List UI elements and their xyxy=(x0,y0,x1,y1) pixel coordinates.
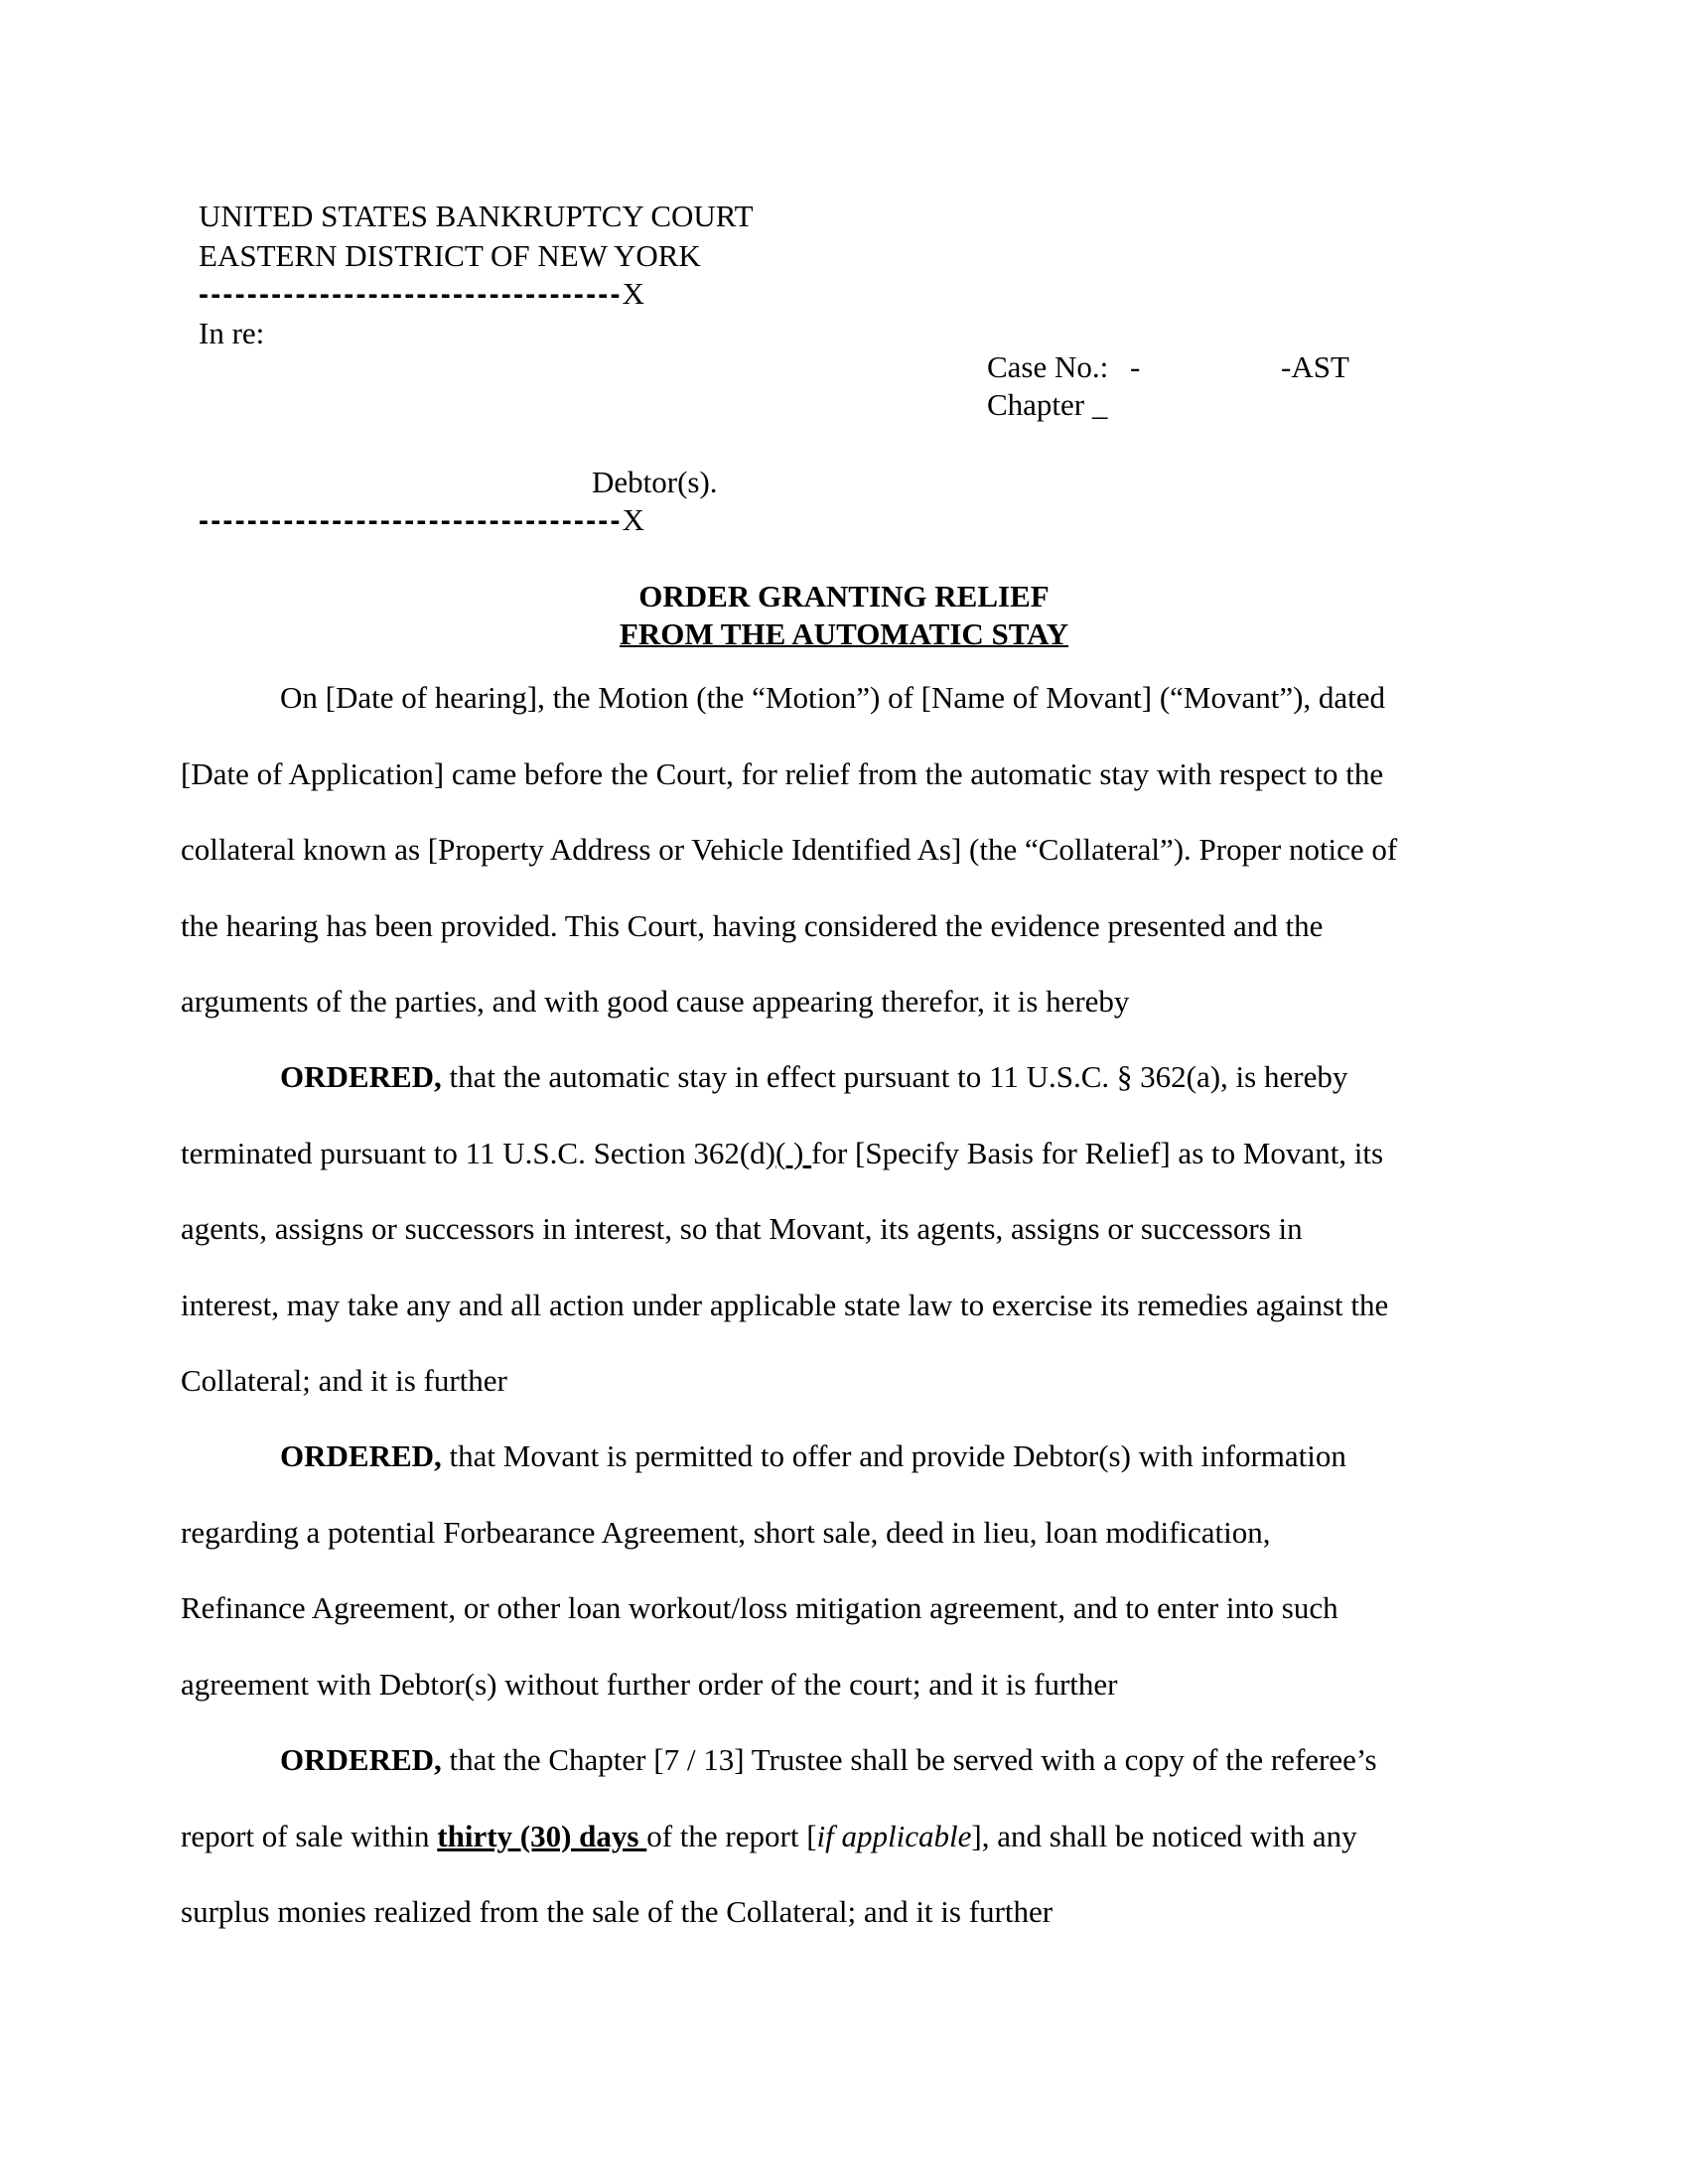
ordered-line: interest, may take any and all action under applicable state law to exercise its remedies against the xyxy=(181,1287,1389,1322)
ordered-line xyxy=(181,1419,1511,1495)
rule-end-x: X xyxy=(622,276,645,311)
ordered-line: agreement with Debtor(s) without further order of the court; and it is further xyxy=(181,1666,1118,1702)
dash-rule: ----------------------------------- xyxy=(199,504,623,537)
ordered-trustee-service xyxy=(181,1722,1511,1951)
ordered-keyword: ORDERED, xyxy=(280,1438,442,1473)
case-no-suffix: -AST xyxy=(1281,349,1349,384)
ordered-text: that the Chapter [7 / 13] Trustee shall be served with a copy of the referee’s xyxy=(441,1742,1377,1777)
caption-rule-bottom xyxy=(199,502,644,538)
ordered-line xyxy=(181,1799,1511,1875)
recital-line: the hearing has been provided. This Court, having considered the evidence presented and the xyxy=(181,907,1324,943)
recital-line: On [Date of hearing], the Motion (the “Motion”) of [Name of Movant] (“Movant”), dated xyxy=(280,680,1386,715)
ordered-text: that the automatic stay in effect pursuant to 11 U.S.C. § 362(a), is hereby xyxy=(441,1059,1348,1094)
rule-end-x: X xyxy=(622,502,645,537)
ordered-text: for [Specify Basis for Relief] as to Movant, its xyxy=(811,1135,1384,1170)
recital-paragraph xyxy=(181,660,1511,1040)
caption-rule-top xyxy=(199,276,644,312)
ordered-loss-mitigation xyxy=(181,1419,1511,1722)
ordered-line xyxy=(181,1039,1511,1116)
ordered-line: regarding a potential Forbearance Agreement, short sale, deed in lieu, loan modification, xyxy=(181,1514,1271,1550)
recital-line: [Date of Application] came before the Court, for relief from the automatic stay with respect to the xyxy=(181,755,1384,791)
debtor-label: Debtor(s). xyxy=(592,465,718,499)
order-title-line2 xyxy=(0,615,1688,653)
court-name: UNITED STATES BANKRUPTCY COURT xyxy=(199,199,754,233)
recital-line: arguments of the parties, and with good cause appearing therefor, it is hereby xyxy=(181,984,1130,1019)
court-district: EASTERN DISTRICT OF NEW YORK xyxy=(199,238,701,273)
ordered-text: report of sale within xyxy=(181,1818,438,1853)
ordered-keyword: ORDERED, xyxy=(280,1742,442,1777)
ordered-text: that Movant is permitted to offer and provide Debtor(s) with information xyxy=(441,1438,1346,1473)
ordered-line: surplus monies realized from the sale of the Collateral; and it is further xyxy=(181,1894,1054,1929)
deadline-thirty-days: thirty (30) days xyxy=(437,1818,647,1853)
ordered-text: terminated pursuant to 11 U.S.C. Section 362(d) xyxy=(181,1135,775,1170)
blank-underline xyxy=(803,1136,811,1170)
dash-rule: ----------------------------------- xyxy=(199,278,623,311)
ordered-line: Refinance Agreement, or other loan workout/loss mitigation agreement, and to enter into such xyxy=(181,1590,1338,1625)
ordered-stay-terminated xyxy=(181,1039,1511,1420)
ordered-keyword: ORDERED, xyxy=(280,1059,442,1094)
subsection-blank: ( ) xyxy=(774,1135,804,1170)
chapter-label: Chapter _ xyxy=(987,387,1108,422)
ordered-line xyxy=(181,1722,1511,1799)
ordered-text: ], and shall be noticed with any xyxy=(971,1818,1357,1853)
order-title-line2-text: FROM THE AUTOMATIC STAY xyxy=(619,616,1069,651)
case-no-dash: - xyxy=(1130,349,1141,384)
ordered-text: of the report [ xyxy=(646,1818,817,1853)
case-no-label: Case No.: xyxy=(987,349,1109,384)
recital-line: collateral known as [Property Address or Vehicle Identified As] (the “Collateral”). Proper notice of xyxy=(181,832,1398,867)
ordered-line: Collateral; and it is further xyxy=(181,1363,507,1398)
ordered-line xyxy=(181,1116,1511,1192)
order-title-line1: ORDER GRANTING RELIEF xyxy=(638,579,1050,614)
ordered-line: agents, assigns or successors in interest, so that Movant, its agents, assigns or successors in xyxy=(181,1211,1303,1246)
in-re-label: In re: xyxy=(199,316,265,350)
if-applicable-note: if applicable xyxy=(816,1818,972,1853)
